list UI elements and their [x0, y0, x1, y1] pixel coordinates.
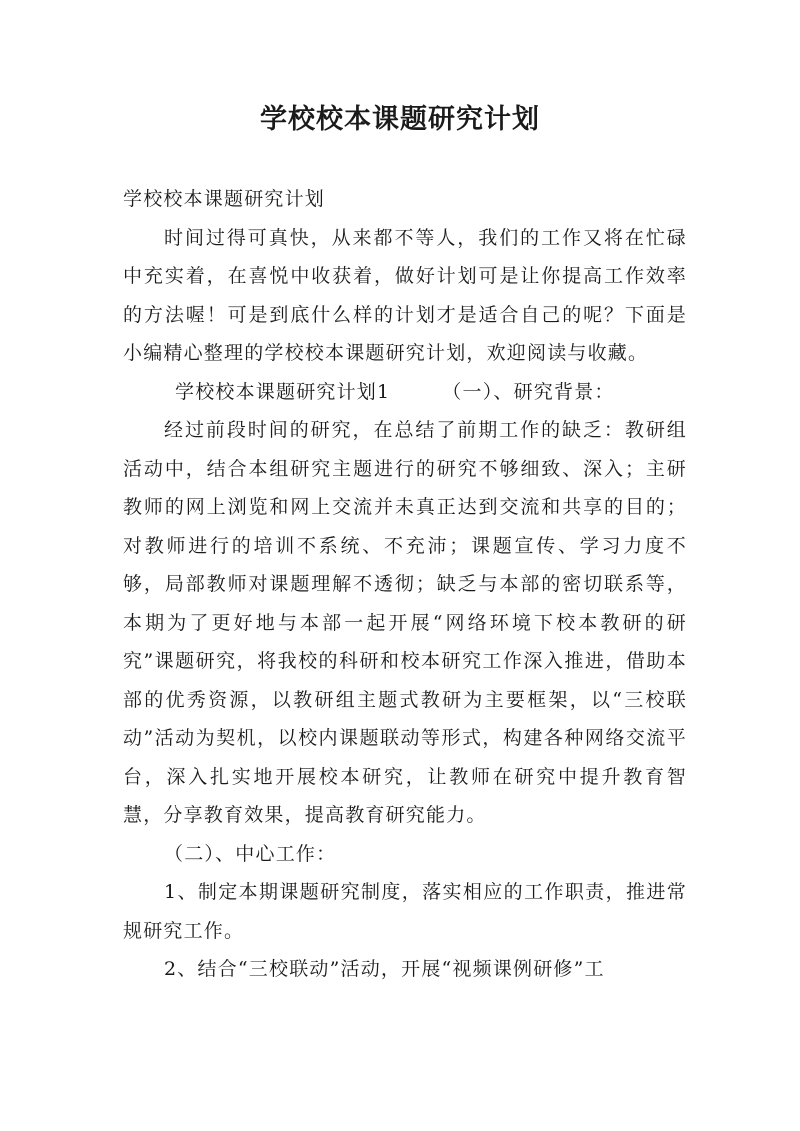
- document-body: [123, 180, 687, 989]
- paragraph-heading: 学校校本课题研究计划: [123, 188, 326, 210]
- paragraph-section-one-header: [123, 373, 687, 412]
- section-one-heading: （一）、研究背景：: [442, 380, 615, 403]
- section-two-heading: （二）、中心工作：: [164, 842, 337, 865]
- paragraph-item-2: 2、结合“三校联动”活动，开展“视频课例研修”工: [164, 958, 605, 980]
- paragraph-background: 经过前段时间的研究，在总结了前期工作的缺乏：教研组活动中，结合本组研究主题进行的研究不够细致、深入；主研教师的网上浏览和网上交流并未真正达到交流和共享的目的；对教师进行的培训不系统、不充沛；课题宣传、学习力度不够，局部教师对课题理解不透彻；缺乏与本部的密切联系等，本期为了更好地与本部一起开展“网络环境下校本教研的研究”课题研究，将我校的科研和校本研究工作深入推进，借助本部的优秀资源，以教研组主题式教研为主要框架，以“三校联动”活动为契机，以校内课题联动等形式，构建各种网络交流平台，深入扎实地开展校本研究，让教师在研究中提升教育智慧，分享教育效果，提高教育研究能力。: [123, 419, 687, 826]
- paragraph-item-1: 1、制定本期课题研究制度，落实相应的工作职责，推进常规研究工作。: [123, 881, 687, 942]
- paragraph-intro: 时间过得可真快，从来都不等人，我们的工作又将在忙碌中充实着，在喜悦中收获着，做好计划可是让你提高工作效率的方法喔！可是到底什么样的计划才是适合自己的呢？下面是小编精心整理的学校校本课题研究计划，欢迎阅读与收藏。: [123, 226, 687, 364]
- document-title: 学校校本课题研究计划: [260, 104, 540, 135]
- plan-subtitle: 学校校本课题研究计划1: [175, 380, 391, 403]
